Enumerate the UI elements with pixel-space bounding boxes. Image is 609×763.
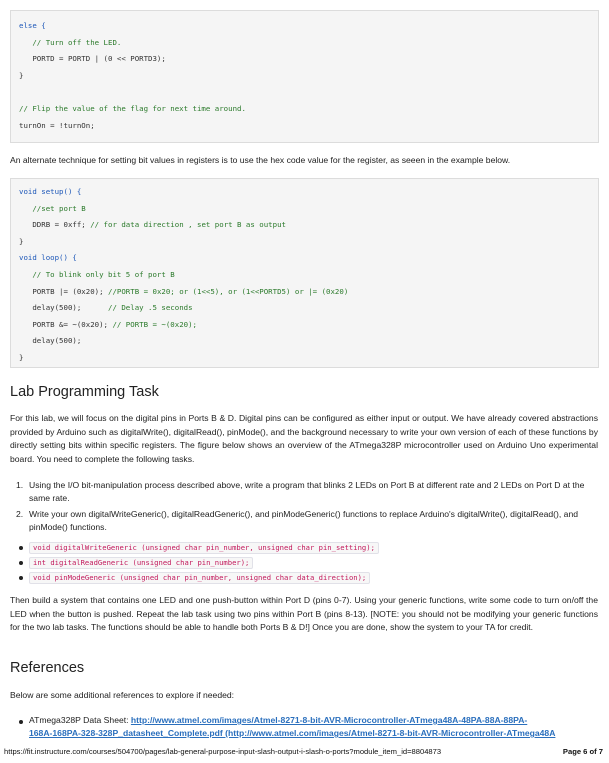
signature-digital-write-generic: void digitalWriteGeneric (unsigned char pin_number, unsigned char pin_setting);: [29, 542, 379, 554]
paragraph-lab-intro: For this lab, we will focus on the digital pins in Ports B & D. Digital pins can be configured as either input or output. We have already covered abstractions provided by Arduino such as digitalWrite(), digitalRead(), pinMode(), and the background necessary to write your own version of each of these functions by directly setting bits within specific registers. The figure below shows an overview of the ATmega328P microcontroller used on Arduino Uno experimental board. You need to complete the following tasks.: [10, 413, 598, 464]
signature-pin-mode-generic: void pinModeGeneric (unsigned char pin_number, unsigned char data_direction);: [29, 572, 370, 584]
code-block-setup-loop: [10, 178, 599, 368]
code-block-loop-else: [10, 10, 599, 143]
code-line: DDRB = 0xff; // for data direction , set port B as output: [19, 220, 286, 230]
code-line: delay(500); // Delay .5 seconds: [19, 303, 193, 313]
code-line: }: [19, 70, 24, 80]
paragraph-references-intro: Below are some additional references to explore if needed:: [10, 690, 235, 700]
task-number: 2.: [16, 509, 24, 519]
code-line: // Turn off the LED.: [19, 37, 122, 47]
bullet-dot: [19, 720, 23, 724]
code-line: PORTB |= (0x20); //PORTB = 0x20; or (1<<5), or (1<<PORTD5) or |= (0x20): [19, 286, 349, 296]
heading-lab-programming-task: Lab Programming Task: [10, 384, 159, 400]
bullet-dot: [19, 576, 23, 580]
code-line: void setup() {: [19, 187, 82, 196]
reference-link-continued[interactable]: 168A-168PA-328-328P_datasheet_Complete.pdf (http://www.atmel.com/images/Atmel-8271-8-bit-AVR-Microcontroller-ATmega48A: [29, 728, 556, 738]
footer-page-number: Page 6 of 7: [562, 747, 603, 756]
paragraph-alternate-technique: An alternate technique for setting bit values in registers is to use the hex code value for the register, as seeen in the example below.: [10, 155, 511, 165]
reference-link[interactable]: http://www.atmel.com/images/Atmel-8271-8-bit-AVR-Microcontroller-ATmega48A-48PA-88A-88PA-: [130, 715, 528, 725]
code-line: }: [19, 236, 24, 246]
code-line: delay(500);: [19, 336, 82, 346]
code-line: // Flip the value of the flag for next time around.: [19, 104, 246, 113]
code-line: //set port B: [19, 203, 86, 213]
bullet-dot: [19, 546, 23, 550]
code-line: PORTB &= ~(0x20); // PORTB = ~(0x20);: [19, 319, 197, 329]
code-line: // To blink only bit 5 of port B: [19, 270, 175, 279]
signature-digital-read-generic: int digitalReadGeneric (unsigned char pin_number);: [29, 557, 253, 569]
bullet-dot: [19, 561, 23, 565]
code-line: void loop() {: [19, 253, 77, 263]
code-line: }: [19, 353, 24, 362]
task-text: Write your own digitalWriteGeneric(), digitalReadGeneric(), and pinModeGeneric() functions to replace Arduino's digitalWrite(), digitalRead(), and pinMode() functions.: [29, 509, 579, 532]
reference-label: ATmega328P Data Sheet:: [29, 715, 131, 725]
task-number: 1.: [16, 480, 24, 490]
task-text: Using the I/O bit-manipulation process described above, write a program that blinks 2 LEDs on Port B at different rate and 2 LEDs on Port D at the same rate.: [29, 480, 585, 503]
heading-references: References: [10, 660, 85, 676]
footer-url: https://fit.instructure.com/courses/504700/pages/lab-general-purpose-input-slash-output-i-slash-o-ports?module_item_id=8804873: [4, 747, 442, 756]
reference-item-datasheet: [29, 714, 604, 738]
code-line: PORTD = PORTD | (0 << PORTD3);: [19, 54, 166, 64]
code-line: else {: [19, 21, 46, 30]
paragraph-then-build: Then build a system that contains one LED and one push-button within Port D (pins 0-7). Using your generic functions, write some code to turn on/off the LED when the button is pushed. Repeat the lab task using two pins within Port B (pins 8-13). [NOTE: you should not be modifying your generic functions for the two lab tasks. The functions should be able to handle both Ports B & D!] Once you are done, show the system to your TA for credit.: [10, 595, 598, 632]
code-line: turnOn = !turnOn;: [19, 120, 95, 130]
